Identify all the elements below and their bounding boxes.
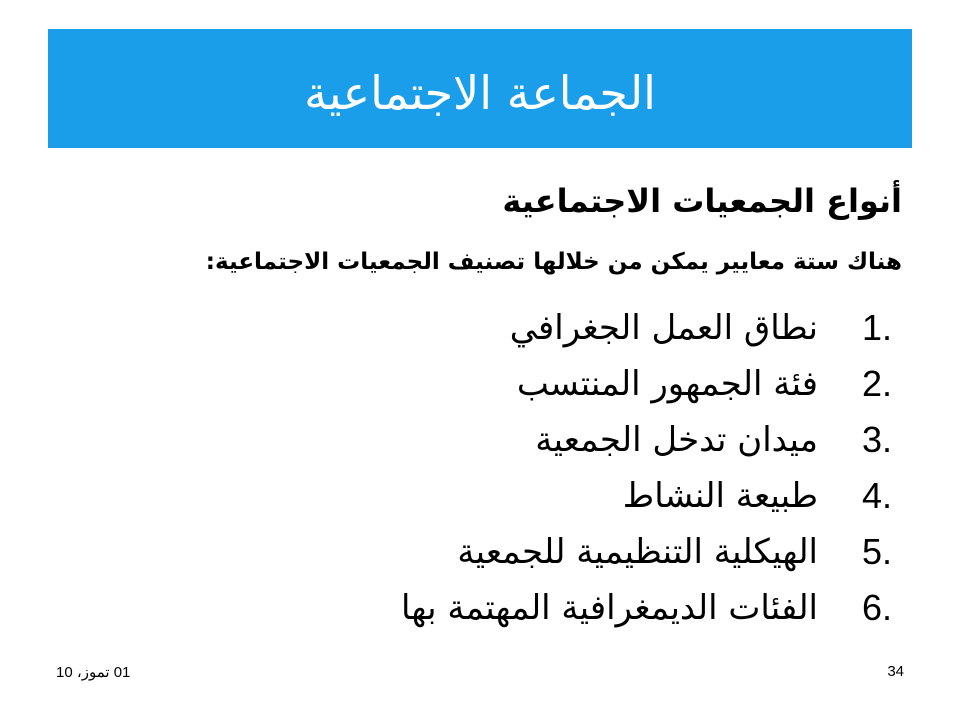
list-item-number: 5. [861, 531, 892, 572]
list-item-number: 4. [861, 475, 892, 516]
list-item [401, 580, 892, 636]
criteria-list [401, 300, 892, 636]
page-number: 34 [887, 663, 904, 680]
list-item-number: 2. [861, 363, 892, 404]
list-item-label: فئة الجمهور المنتسب [516, 364, 818, 404]
list-item-label: ميدان تدخل الجمعية [535, 420, 818, 460]
list-item-label: طبيعة النشاط [622, 476, 818, 516]
slide-title: الجماعة الاجتماعية [304, 65, 656, 120]
list-item-label: الهيكلية التنظيمية للجمعية [457, 532, 818, 572]
list-item [401, 412, 892, 468]
footer-date: 01 تموز، 10 [56, 664, 131, 681]
list-item [401, 300, 892, 356]
list-item-number: 6. [861, 587, 892, 628]
section-heading: أنواع الجمعيات الاجتماعية [502, 182, 902, 220]
list-item [401, 524, 892, 580]
list-item [401, 356, 892, 412]
title-bar [48, 29, 912, 148]
list-item-number: 3. [861, 419, 892, 460]
list-item-label: الفئات الديمغرافية المهتمة بها [401, 588, 818, 628]
list-item-number: 1. [861, 307, 892, 348]
intro-text: هناك ستة معايير يمكن من خلالها تصنيف الجمعيات الاجتماعية: [205, 249, 902, 275]
list-item-label: نطاق العمل الجغرافي [509, 308, 818, 348]
list-item [401, 468, 892, 524]
